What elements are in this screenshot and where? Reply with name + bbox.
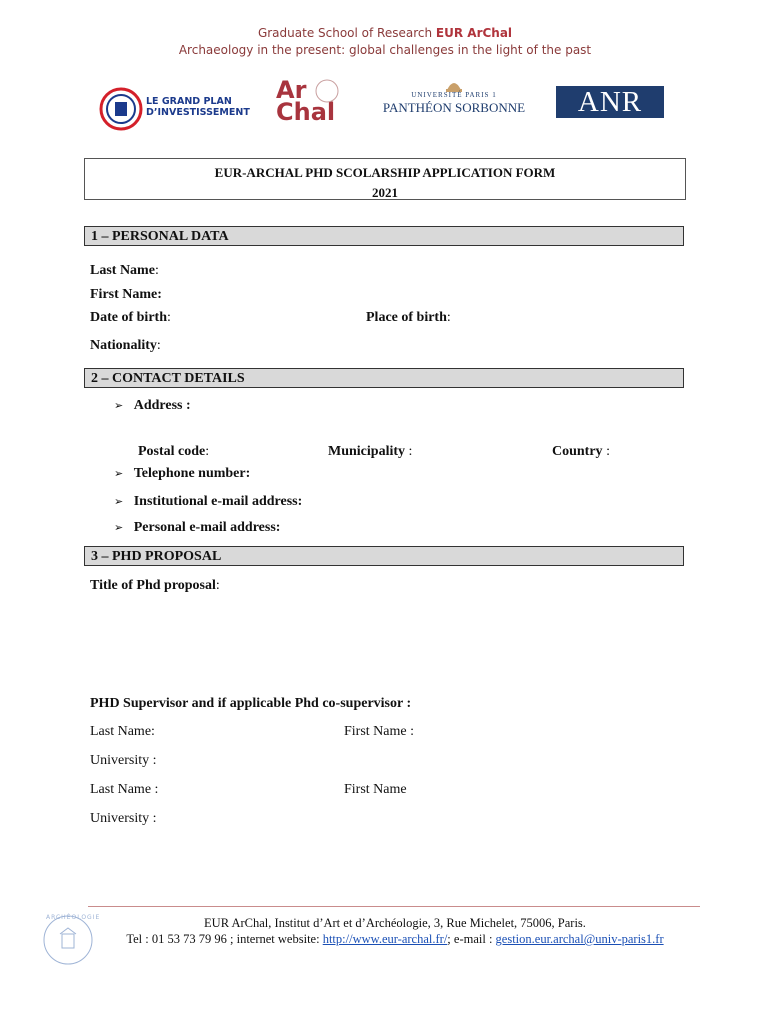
form-title: EUR-ARCHAL PHD SCOLARSHIP APPLICATION FORM [214, 165, 556, 180]
footer-tel: Tel : 01 53 73 79 96 ; internet website: [126, 932, 323, 946]
archal-logo-top: Ar [276, 76, 307, 104]
bullet-arrow-icon: ➢ [114, 521, 124, 534]
form-title-box [84, 158, 686, 200]
footer-email-prefix: ; e-mail : [447, 932, 496, 946]
grand-plan-label-2: D’INVESTISSEMENT [146, 107, 250, 118]
cosupervisor-first-name-label: First Name [344, 782, 407, 797]
grand-plan-emblem-icon [98, 86, 144, 132]
cosupervisor-university-label: University : [90, 811, 157, 826]
anr-logo-text: ANR [577, 86, 643, 118]
institutional-email-label: ➢ Institutional e-mail address: [114, 494, 303, 509]
form-year: 2021 [372, 185, 398, 200]
header-school-text: Graduate School of Research [257, 26, 436, 40]
nationality-label: Nationality: [90, 338, 161, 353]
section-phd-proposal-heading: 3 – PHD PROPOSAL [84, 546, 684, 566]
bullet-arrow-icon: ➢ [114, 399, 124, 412]
archal-seal-icon [314, 78, 340, 104]
anr-logo [556, 86, 664, 118]
archaeology-stamp-logo [40, 912, 101, 968]
archal-logo-bottom: Chal [276, 98, 336, 126]
stamp-text: ARCHÉOLOGIE [46, 914, 101, 921]
website-link[interactable]: http://www.eur-archal.fr/ [322, 932, 448, 946]
telephone-label: ➢ Telephone number: [114, 466, 251, 481]
supervisor-last-name-label: Last Name: [90, 724, 155, 739]
header-line-2: Archaeology in the present: global challenges in the light of the past [178, 43, 592, 57]
email-link[interactable]: gestion.eur.archal@univ-paris1.fr [495, 932, 664, 946]
address-label: ➢ Address : [114, 398, 191, 413]
sorbonne-name-label: PANTHÉON SORBONNE [382, 100, 526, 115]
sorbonne-small-label: UNIVERSITÉ PARIS 1 [411, 91, 497, 99]
grand-plan-logo [98, 86, 250, 132]
header-brand: EUR ArChal [435, 26, 513, 40]
footer-divider [88, 906, 700, 907]
grand-plan-label-1: LE GRAND PLAN [146, 96, 232, 107]
section-personal-data-heading: 1 – PERSONAL DATA [84, 226, 684, 246]
archal-logo [274, 78, 344, 128]
supervisor-heading: PHD Supervisor and if applicable Phd co-supervisor : [90, 696, 412, 711]
bullet-arrow-icon: ➢ [114, 467, 124, 480]
postal-code-label: Postal code: [138, 444, 210, 459]
last-name-label: Last Name: [90, 263, 159, 278]
bullet-arrow-icon: ➢ [114, 495, 124, 508]
personal-email-label: ➢ Personal e-mail address: [114, 520, 281, 535]
place-of-birth-label: Place of birth: [366, 310, 451, 325]
footer-address: EUR ArChal, Institut d’Art et d’Archéologie, 3, Rue Michelet, 75006, Paris. [204, 916, 586, 930]
municipality-label: Municipality : [328, 444, 413, 459]
cosupervisor-last-name-label: Last Name : [90, 782, 159, 797]
footer-contact [90, 932, 700, 947]
first-name-label: First Name: [90, 287, 162, 302]
country-label: Country : [552, 444, 610, 459]
section-contact-details-heading: 2 – CONTACT DETAILS [84, 368, 684, 388]
date-of-birth-label: Date of birth: [90, 310, 171, 325]
header-line-1 [0, 26, 770, 40]
supervisor-university-label: University : [90, 753, 157, 768]
sorbonne-logo [380, 76, 528, 116]
pantheon-dome-icon [444, 76, 464, 92]
supervisor-first-name-label: First Name : [344, 724, 414, 739]
proposal-title-label: Title of Phd proposal: [90, 578, 220, 593]
